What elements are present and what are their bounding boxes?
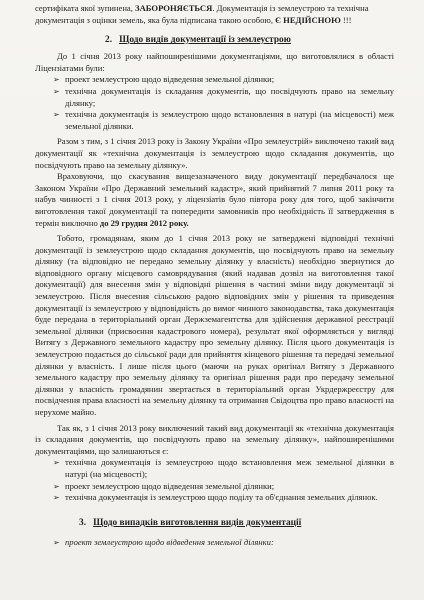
list-item: ➢ проект землеустрою щодо відведення земельної ділянки; — [53, 74, 275, 85]
section-2-paragraph-5: Так як, з 1 січня 2013 року виключений такий вид документації як «технічна документація із складання документів, що посвідчують право на земельну ділянку», найпоширенішими документаціями, що залишаються є: — [35, 422, 394, 456]
list-item: ➢ проект землеустрою щодо відведення земельної ділянки: — [53, 536, 274, 547]
list-item: ➢ проект землеустрою щодо відведення земельної ділянки; — [53, 480, 275, 491]
section-2-paragraph-2: Разом з тим, з 1 січня 2013 року із Закону України «Про землеустрій» виключено такий вид документації як «технічна документація із землеустрою щодо складання документів, що посвідчують право на земельну ділянку». — [35, 136, 394, 170]
arrow-bullet-icon: ➢ — [53, 458, 60, 468]
intro-line-2: документація з оцінки земель, яка була підписана такою особою, Є НЕДІЙСНОЮ !!! — [35, 14, 352, 25]
section-2-paragraph-1: До 1 січня 2013 року найпоширенішими документаціями, що виготовлялися в області Ліцензіатами були: — [35, 51, 394, 73]
arrow-bullet-icon: ➢ — [53, 493, 60, 503]
intro-line-1: сертифіката якої зупинена, ЗАБОРОНЯЄТЬСЯ. Документація із землеустрою та технічна — [35, 3, 369, 13]
list-item: ➢ технічна документація із землеустрою щодо встановлення в натурі (на місцевості) меж земельної ділянки. — [53, 109, 394, 131]
list-item: ➢ технічна документація із складання документів, що посвідчують право на земельну ділянку; — [53, 85, 394, 108]
section-2-paragraph-3: Враховуючи, що скасування вищезазначеного виду документації передбачалося ще Законом України «Про Державний земельний кадастр», який прийнятий 7 липня 2011 року та набув чинності з 1 січня 2013 року, у ліцензіатів було півтора року для того, щоб закінчити виготовлення такої документації та попередити замовників про необхідність її затвердження в термін виключно до 29 грудня 2012 року. — [35, 171, 394, 228]
section-2-paragraph-4: Тобото, громадянам, яким до 1 січня 2013 року не затверджені відповідні технічні документації із землеустрою щодо складання документів, що посвідчують право на земельну ділянку (та відповідно не передано земельну ділянку у власність) необхідно звернутися до відповідного органу місцевого самоврядування (який надавав дозвіл на виготовлення такої документації) для внесення змін у відповідні рішення в частині зміни виду документації зі землеустрою. Після внесення сільською радою відповідних змін у рішення та приведення документації із землеустрою у відповідність до вимог чинного законодавства, така документація буде передана в територіальний орган Держземагентства для здійснення державної реєстрації земельної ділянки (присвоєння кадастрового номера), результат якої оформляється у вигляді Витягу з Державного земельного кадастру про земельну ділянку. Після цього документація із землеустрою подається до сільської ради для прийняття кінцевого рішення та передачі земельної ділянки у власність. І лише після цього (маючи на руках оригінал Витягу з Державного земельного кадастру про земельну ділянку та оригінал рішення ради про передачу земельної ділянки у власність громадянин звертається в територіальний орган Укрдержреєстру для посвідчення права власності на земельну ділянку та отримання Свідоцтва про право власності на нерухоме майно. — [35, 233, 394, 417]
list-item: ➢ технічна документація із землеустрою щодо встановлення меж земельної ділянки в натурі (на місцевості); — [53, 457, 394, 479]
section-3-list — [35, 537, 394, 549]
section-2-heading: 2. Щодо видів документації із землеустрою — [105, 35, 291, 46]
section-2-list-1 — [35, 74, 394, 132]
arrow-bullet-icon: ➢ — [53, 537, 60, 547]
arrow-bullet-icon: ➢ — [53, 481, 60, 491]
arrow-bullet-icon: ➢ — [53, 86, 60, 96]
arrow-bullet-icon: ➢ — [53, 75, 60, 85]
list-item: ➢ технічна документація із землеустрою щодо поділу та об'єднання земельних ділянок. — [53, 492, 378, 503]
arrow-bullet-icon: ➢ — [53, 110, 60, 120]
section-3-heading: 3. Щодо випадків виготовлення видів документації — [79, 517, 302, 528]
section-2-list-2 — [35, 457, 394, 503]
